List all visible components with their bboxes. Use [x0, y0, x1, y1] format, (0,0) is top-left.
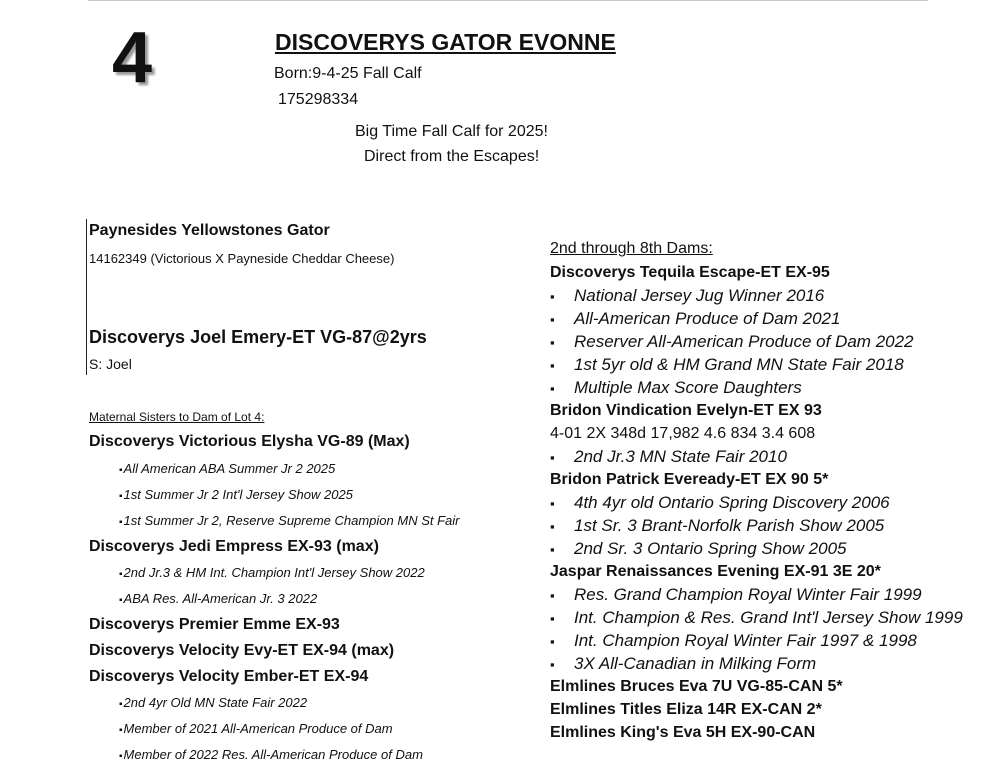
lot-number: 4 [112, 18, 153, 98]
dam-ancestor-name: Bridon Patrick Eveready-ET EX 90 5* [550, 471, 829, 488]
maternal-sister-name: Discoverys Velocity Ember-ET EX-94 [89, 668, 369, 685]
dam-ancestor-note: ▪ Reserver All-American Produce of Dam 2022 [550, 330, 990, 353]
maternal-sister-note: ▪ 1st Summer Jr 2, Reserve Supreme Champion MN St Fair [89, 508, 529, 534]
maternal-sister-note: ▪ ABA Res. All-American Jr. 3 2022 [89, 586, 529, 612]
dam-ancestor-record: 4-01 2X 348d 17,982 4.6 834 3.4 608 [550, 425, 816, 442]
maternal-sister-note: ▪ Member of 2021 All-American Produce of Dam [89, 716, 529, 742]
maternal-sister-note: ▪ 2nd Jr.3 & HM Int. Champion Int'l Jersey Show 2022 [89, 560, 529, 586]
dam-ancestor-note: ▪ Multiple Max Score Daughters [550, 376, 990, 399]
dam-ancestor-name: Discoverys Tequila Escape-ET EX-95 [550, 264, 830, 281]
top-divider [88, 0, 928, 1]
dam-ancestor-name: Elmlines Titles Eliza 14R EX-CAN 2* [550, 701, 822, 718]
dam-ancestor-note: ▪ 2nd Sr. 3 Ontario Spring Show 2005 [550, 537, 990, 560]
dam-name: Discoverys Joel Emery-ET VG-87@2yrs [89, 327, 427, 347]
maternal-sister-name: Discoverys Victorious Elysha VG-89 (Max) [89, 433, 410, 450]
dam-ancestor-name: Elmlines Bruces Eva 7U VG-85-CAN 5* [550, 678, 843, 695]
maternal-sister-note: ▪ 2nd 4yr Old MN State Fair 2022 [89, 690, 529, 716]
dam-ancestor-note: ▪ 3X All-Canadian in Milking Form [550, 652, 990, 675]
maternal-sisters-list [89, 429, 529, 768]
maternal-sister-note: ▪ Member of 2022 Res. All-American Produce of Dam [89, 742, 529, 768]
dam-ancestor-note: ▪ National Jersey Jug Winner 2016 [550, 284, 990, 307]
maternal-sisters-heading: Maternal Sisters to Dam of Lot 4: [89, 410, 265, 424]
dams-heading: 2nd through 8th Dams: [550, 240, 713, 257]
maternal-sister-note: ▪ 1st Summer Jr 2 Int'l Jersey Show 2025 [89, 482, 529, 508]
dam-ancestor-note: ▪ Res. Grand Champion Royal Winter Fair 1999 [550, 583, 990, 606]
tagline-line-2: Direct from the Escapes! [364, 148, 540, 165]
dam-ancestor-note: ▪ 2nd Jr.3 MN State Fair 2010 [550, 445, 990, 468]
maternal-sister-name: Discoverys Velocity Evy-ET EX-94 (max) [89, 642, 395, 659]
dam-ancestor-name: Jaspar Renaissances Evening EX-91 3E 20* [550, 563, 881, 580]
dams-list [550, 261, 990, 744]
dam-detail: S: Joel [89, 356, 132, 372]
dam-ancestor-note: ▪ Int. Champion Royal Winter Fair 1997 & 1998 [550, 629, 990, 652]
dam-ancestor-name: Elmlines King's Eva 5H EX-90-CAN [550, 724, 816, 741]
maternal-sister-name: Discoverys Premier Emme EX-93 [89, 616, 340, 633]
dam-ancestor-note: ▪ All-American Produce of Dam 2021 [550, 307, 990, 330]
registration-number: 175298334 [278, 91, 359, 108]
animal-name: DISCOVERYS GATOR EVONNE [275, 29, 616, 55]
tagline-line-1: Big Time Fall Calf for 2025! [355, 123, 548, 140]
dam-ancestor-note: ▪ 1st Sr. 3 Brant-Norfolk Parish Show 2005 [550, 514, 990, 537]
pedigree-bracket [86, 219, 87, 375]
maternal-sister-note: ▪ All American ABA Summer Jr 2 2025 [89, 455, 529, 482]
dam-ancestor-note: ▪ 1st 5yr old & HM Grand MN State Fair 2018 [550, 353, 990, 376]
sire-detail: 14162349 (Victorious X Payneside Cheddar Cheese) [89, 251, 395, 266]
dam-ancestor-note: ▪ 4th 4yr old Ontario Spring Discovery 2006 [550, 491, 990, 514]
sire-name: Paynesides Yellowstones Gator [89, 222, 330, 239]
dam-ancestor-name: Bridon Vindication Evelyn-ET EX 93 [550, 402, 822, 419]
maternal-sister-name: Discoverys Jedi Empress EX-93 (max) [89, 538, 379, 555]
birth-date: Born:9-4-25 Fall Calf [274, 65, 422, 82]
dam-ancestor-note: ▪ Int. Champion & Res. Grand Int'l Jersey Show 1999 [550, 606, 990, 629]
